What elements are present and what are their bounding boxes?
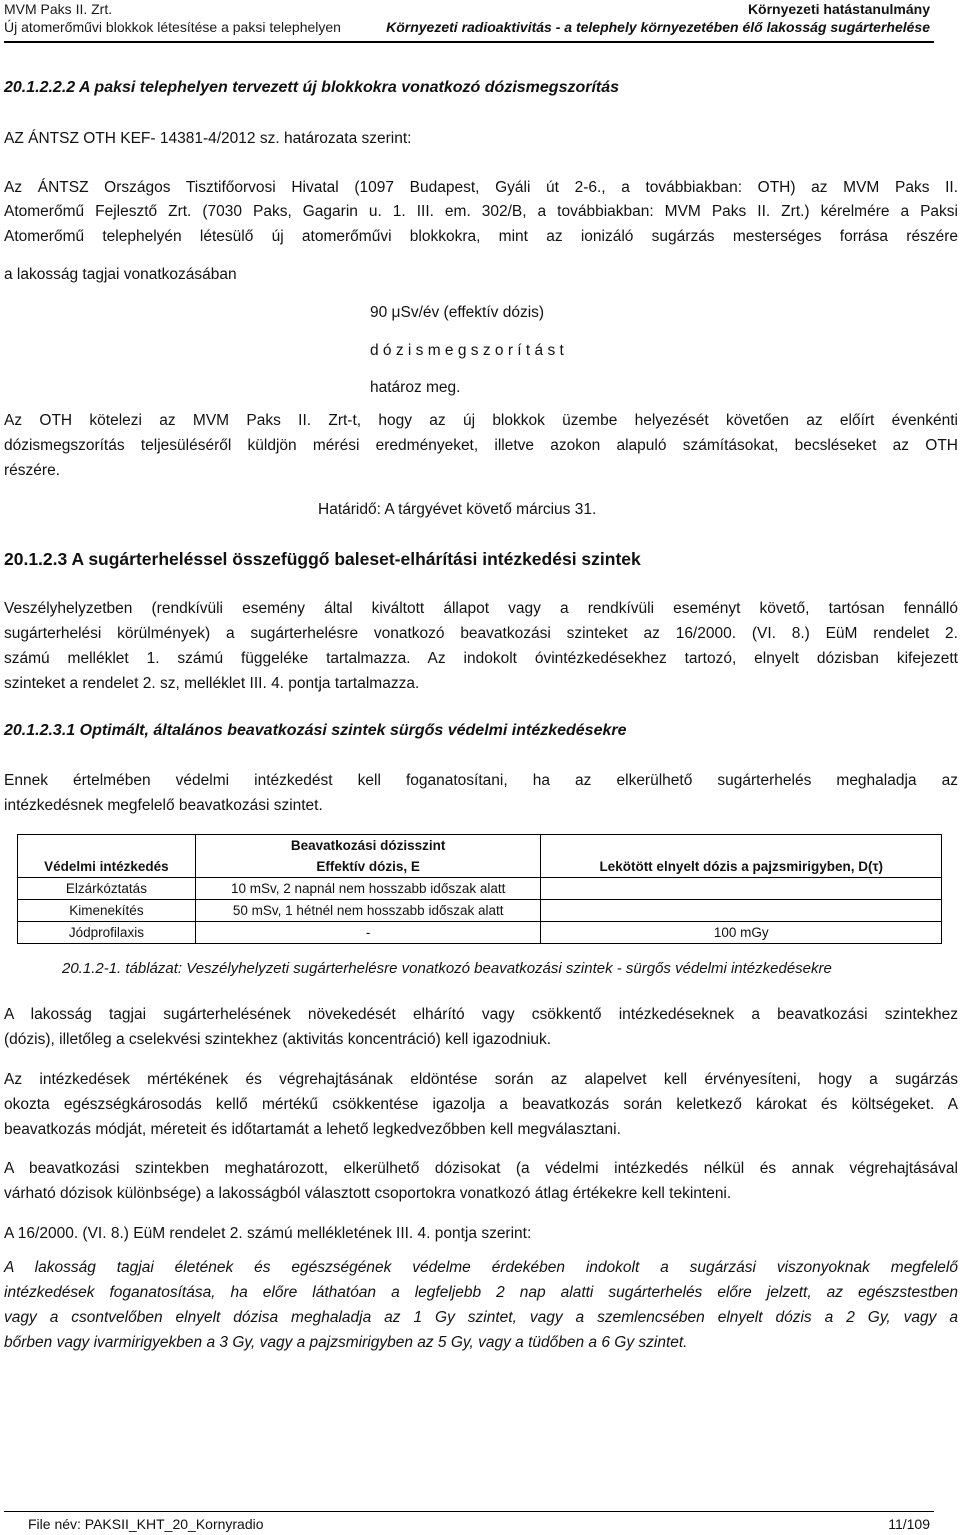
- paragraph-line: Atomerőmű telephelyén létesülő új atomerőművi blokkokra, mint az ionizáló sugárzás mesterséges forrása részére: [4, 228, 958, 245]
- paragraph-line: (dózis), illetőleg a cselekvési szintekhez (aktivitás koncentráció) kell igazodniuk.: [4, 1031, 552, 1048]
- table-row: [18, 900, 942, 922]
- footer-page-number: 11/109: [888, 1516, 930, 1532]
- paragraph-line: a lakosság tagjai vonatkozásában: [4, 266, 237, 283]
- table-cell: -: [195, 922, 541, 944]
- paragraph-line: Atomerőmű Fejlesztő Zrt. (7030 Paks, Gagarin u. 1. III. em. 302/B, a továbbiakban: MVM Paks II. Zrt.) kérelmére a Paksi: [4, 203, 958, 220]
- table-cell: [541, 878, 942, 900]
- quote-line: vagy a csontvelőben elnyelt dózisa meghaladja az 1 Gy szintet, vagy a szemlencsében elnyelt dózis a 2 Gy, vagy a: [4, 1309, 958, 1326]
- page-header: [0, 0, 960, 44]
- table-cell: Elzárkóztatás: [18, 878, 196, 900]
- header-company: MVM Paks II. Zrt.: [4, 1, 113, 17]
- table-header-row: [18, 856, 942, 878]
- section-heading-20-1-2-3: 20.1.2.3 A sugárterheléssel összefüggő baleset-elhárítási intézkedési szintek: [4, 549, 641, 569]
- intervention-levels-table: [17, 834, 942, 944]
- quote-line: A lakosság tagjai életének és egészségének védelme érdekében indokolt a sugárzási viszonyoknak megfelelő: [4, 1259, 958, 1276]
- deadline-text: Határidő: A tárgyévet követő március 31.: [318, 501, 597, 518]
- footer-filename: File név: PAKSII_KHT_20_Kornyradio: [28, 1516, 264, 1532]
- column-header-thyroid-dose: Lekötött elnyelt dózis a pajzsmirigyben, D(τ): [541, 856, 942, 878]
- table-cell: Jódprofilaxis: [18, 922, 196, 944]
- paragraph-line: intézkedésnek megfelelő beavatkozási szintet.: [4, 797, 323, 814]
- dose-limit-value: 90 μSv/év (effektív dózis): [370, 304, 545, 321]
- paragraph-line: Veszélyhelyzetben (rendkívüli esemény által kiváltott állapot vagy a rendkívüli eseményt követő, tartósan fennálló: [4, 600, 958, 617]
- header-divider: [4, 41, 934, 43]
- section-heading-20-1-2-3-1: 20.1.2.3.1 Optimált, általános beavatkozási szintek sürgős védelmi intézkedésekre: [4, 722, 627, 739]
- footer-divider: [4, 1511, 934, 1512]
- paragraph-line: szinteket a rendelet 2. sz, melléklet III. 4. pontja tartalmazza.: [4, 675, 420, 692]
- paragraph-line: Az intézkedések mértékének és végrehajtásának eldöntése során az alapelvet kell érvényesíteni, hogy a sugárzás: [4, 1071, 958, 1088]
- table-header-cell: [18, 835, 196, 857]
- quote-line: bőrben vagy ivarmirigyekben a 3 Gy, vagy a pajzsmirigyben az 5 Gy, vagy a tüdőben a 6 Gy szintet.: [4, 1334, 688, 1351]
- paragraph-line: számú melléklet 1. számú függeléke tartalmazza. Az indokolt óvintézkedésekhez tartozó, elnyelt dózisban kifejezett: [4, 650, 958, 667]
- table-header-cell: [541, 835, 942, 857]
- dose-statement-end: határoz meg.: [370, 379, 461, 396]
- table-cell: [541, 900, 942, 922]
- section-subheading: AZ ÁNTSZ OTH KEF- 14381-4/2012 sz. határozata szerint:: [4, 130, 412, 147]
- header-chapter: Környezeti radioaktivitás - a telephely környezetében élő lakosság sugárterhelése: [386, 19, 930, 35]
- paragraph-line: Az ÁNTSZ Országos Tisztifőorvosi Hivatal (1097 Budapest, Gyáli út 2-6., a továbbiakban: OTH) az MVM Paks II.: [4, 179, 958, 196]
- table-cell: 100 mGy: [541, 922, 942, 944]
- column-header-measure: Védelmi intézkedés: [18, 856, 196, 878]
- paragraph-line: A lakosság tagjai sugárterhelésének növekedését elhárító vagy csökkentő intézkedéseknek a beavatkozási szintekhez: [4, 1006, 958, 1023]
- table-group-header: Beavatkozási dózisszint: [195, 835, 541, 857]
- paragraph-line: Az OTH kötelezi az MVM Paks II. Zrt-t, hogy az új blokkok üzembe helyezését követően az előírt évenkénti: [4, 412, 958, 429]
- paragraph-line: részére.: [4, 462, 60, 479]
- paragraph-line: várható dózisok különbsége) a lakosságból választott csoportokra vonatkozó átlag értékekre kell tekinteni.: [4, 1185, 732, 1202]
- quote-line: intézkedések foganatosítása, ha előre láthatóan a legfeljebb 2 nap alatti sugárterhelés előre jelzett, az egészstestben: [4, 1284, 958, 1301]
- table-header-row: [18, 835, 942, 857]
- table-cell: Kimenekítés: [18, 900, 196, 922]
- paragraph-line: okozta egészségkárosodás kellő mértékű csökkentése igazolja a beavatkozás során keletkező károkat és költségeket. A: [4, 1096, 958, 1113]
- header-doc-type: Környezeti hatástanulmány: [747, 1, 930, 17]
- header-project: Új atomerőművi blokkok létesítése a paksi telephelyen: [4, 19, 341, 35]
- paragraph-line: A beavatkozási szintekben meghatározott, elkerülhető dózisokat (a védelmi intézkedés nélkül és annak végrehajtásával: [4, 1160, 958, 1177]
- paragraph-line: dózismegszorítás teljesüléséről küldjön mérési eredményeket, illetve azokon alapuló számításokat, becsléseket az OTH: [4, 437, 958, 454]
- table-cell: 50 mSv, 1 hétnél nem hosszabb időszak alatt: [195, 900, 541, 922]
- paragraph-line: Ennek értelmében védelmi intézkedést kell foganatosítani, ha az elkerülhető sugárterhelés meghaladja az: [4, 772, 958, 789]
- table-row: [18, 922, 942, 944]
- dose-constraint-word: d ó z i s m e g s z o r í t á s t: [370, 342, 564, 359]
- paragraph-line: beavatkozás módját, méreteit és időtartamát a lehető legkedvezőbben kell megválasztani.: [4, 1121, 621, 1138]
- paragraph-line: sugárterhelési körülmények) a sugárterhelésre vonatkozó beavatkozási szinteket az 16/2000. (VI. 8.) EüM rendelet 2.: [4, 625, 958, 642]
- column-header-effective-dose: Effektív dózis, E: [195, 856, 541, 878]
- paragraph-line: A 16/2000. (VI. 8.) EüM rendelet 2. számú mellékletének III. 4. pontja szerint:: [4, 1225, 532, 1242]
- table-row: [18, 878, 942, 900]
- table-caption: 20.1.2-1. táblázat: Veszélyhelyzeti sugárterhelésre vonatkozó beavatkozási szintek - sürgős védelmi intézkedésekre: [62, 960, 832, 977]
- section-heading-20-1-2-2-2: 20.1.2.2.2 A paksi telephelyen tervezett új blokkokra vonatkozó dózismegszorítás: [4, 79, 620, 96]
- table-cell: 10 mSv, 2 napnál nem hosszabb időszak alatt: [195, 878, 541, 900]
